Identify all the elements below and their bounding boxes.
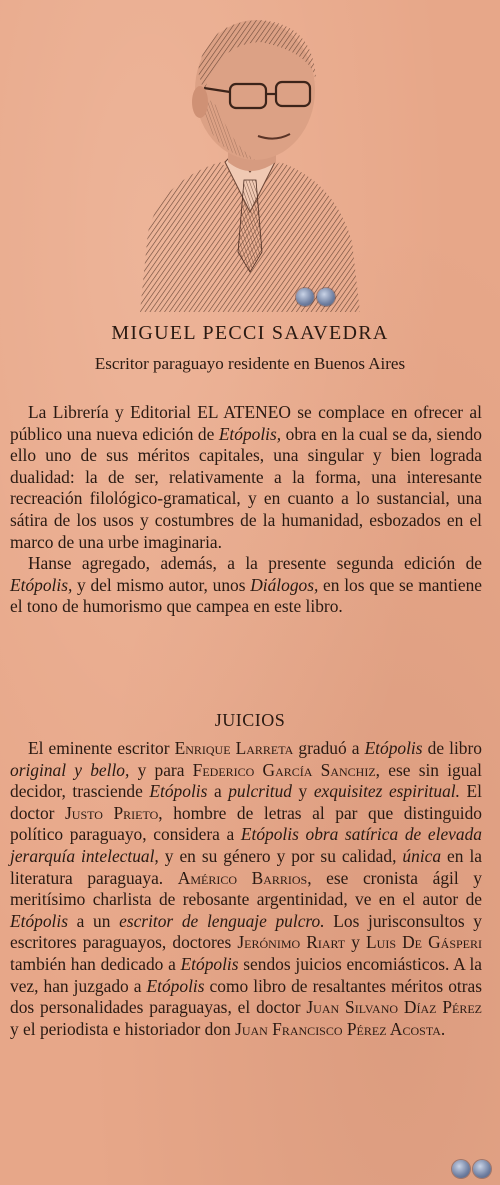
badge-dot-icon	[317, 288, 335, 306]
portrait-image	[130, 12, 365, 312]
badge-dot-icon	[473, 1160, 491, 1178]
author-subtitle: Escritor paraguayo residente en Buenos Aires	[94, 354, 406, 373]
badge-dot-icon	[296, 288, 314, 306]
author-name: MIGUEL PECCI SAAVEDRA	[111, 322, 389, 344]
juicios-heading: JUICIOS	[214, 710, 286, 730]
intro-paragraph-2: Hanse agregado, además, a la presente segunda edición de Etópolis, y del mismo autor, unos Diálogos, en los que se mantiene el tono de humorismo que campea en este libro.	[10, 553, 482, 617]
intro-paragraphs	[10, 402, 482, 618]
watermark-badge-top	[296, 288, 335, 306]
watermark-badge-bottom	[452, 1160, 491, 1178]
juicios-section	[10, 738, 482, 1040]
author-portrait	[130, 12, 365, 312]
badge-dot-icon	[452, 1160, 470, 1178]
juicios-paragraph: El eminente escritor Enrique Larreta graduó a Etópolis de libro original y bello, y para Federico García Sanchiz, ese sin igual decidor, trasciende Etópolis a pulcritud y exquisitez espiritual. El doctor Justo Prieto, hombre de letras al par que distinguido político paraguayo, considera a Etópolis obra satírica de elevada jerarquía intelectual, y en su género y por su calidad, única en la literatura paraguaya. Américo Barrios, ese cronista ágil y meritísimo charlista de rebosante argentinidad, ve en el autor de Etópolis a un escritor de lenguaje pulcro. Los jurisconsultos y escritores paraguayos, doctores Jerónimo Riart y Luis De Gásperi también han dedicado a Etópolis sendos juicios encomiásticos. A la vez, han juzgado a Etópolis como libro de resaltantes méritos otras dos personalidades paraguayas, el doctor Juan Silvano Díaz Pérez y el periodista e historiador don Juan Francisco Pérez Acosta.	[10, 738, 483, 1039]
intro-paragraph-1: La Librería y Editorial EL ATENEO se complace en ofrecer al público una nueva edición de Etópolis, obra en la cual se da, siendo ello uno de sus méritos capitales, una singular y bien lograda dualidad: la de ser, relativamente a la forma, una interesante recreación filológico-gramatical, y en cuanto a lo sustancial, una sátira de los usos y costumbres de la humanidad, esbozados en el marco de una urbe imaginaria.	[10, 402, 482, 552]
